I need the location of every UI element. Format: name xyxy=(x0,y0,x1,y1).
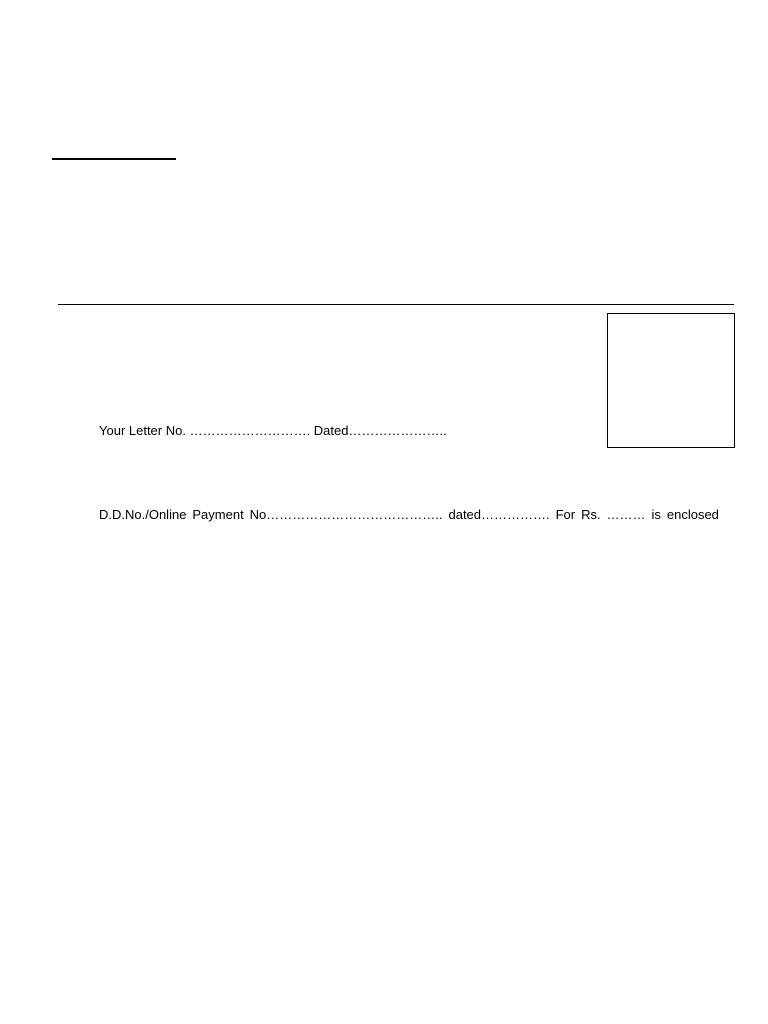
payment-word: Payment xyxy=(192,507,244,522)
payment-word: enclosed xyxy=(666,507,719,522)
payment-word: Rs. xyxy=(581,507,601,522)
horizontal-rule xyxy=(58,304,734,305)
letter-reference-line: Your Letter No. ………………………. Dated………………….. xyxy=(99,423,447,438)
payment-word: is xyxy=(651,507,661,522)
heading-underline xyxy=(52,158,176,160)
payment-dated-field: dated……………. xyxy=(448,507,550,522)
payment-word: D.D.No./Online xyxy=(99,507,187,522)
payment-no-field: No………………………………….. xyxy=(249,507,443,522)
payment-word: For xyxy=(555,507,576,522)
payment-details-line xyxy=(99,507,719,523)
payment-amount-field: ……… xyxy=(606,507,646,522)
photo-placeholder-box xyxy=(607,313,735,448)
